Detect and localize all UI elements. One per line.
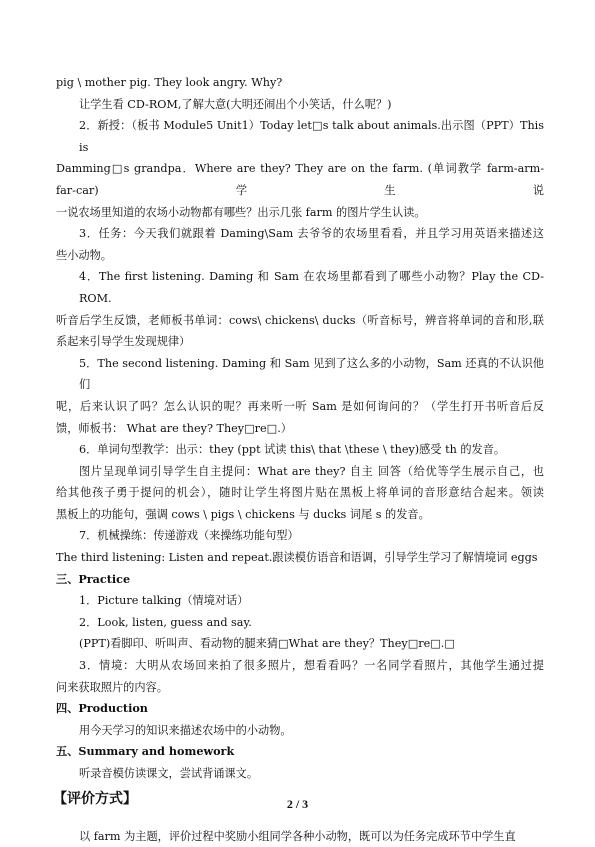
text-line: 5．The second listening. Daming 和 Sam 见到了这么多的小动物，Sam 还真的不认识他们 [79, 356, 544, 392]
text-line: 一说农场里知道的农场小动物都有哪些？出示几张 farm 的图片学生认读。 [56, 205, 426, 219]
section-heading-summary: 五、Summary and homework [56, 744, 235, 759]
text-line: 听音后学生反馈，老师板书单词：cows\ chickens\ ducks（听音标号，辨音将单词的音和形,联 [56, 313, 544, 327]
page-number: 2 / 3 [286, 797, 309, 811]
document-body [53, 72, 544, 847]
text-line: 问来获取照片的内容。 [56, 680, 168, 694]
text-line: 7．机械操练：传递游戏（来操练功能句型） [79, 529, 299, 543]
text-line: 让学生看 CD-ROM,了解大意(大明还闹出个小笑话，什么呢？) [79, 97, 392, 111]
text-line: 3．任务：今天我们就跟着 Daming\Sam 去爷爷的农场里看看，并且学习用英语来描述这 [79, 227, 544, 241]
text-line: 4．The first listening. Daming 和 Sam 在农场里都看到了哪些小动物？Play the CD-ROM. [79, 270, 544, 305]
text-line: 听录音模仿读课文，尝试背诵课文。 [79, 767, 259, 780]
text-line: 3．情境：大明从农场回来拍了很多照片，想看看吗？一名同学看照片，其他学生通过提 [79, 659, 544, 673]
text-line: 黑板上的功能句，强调 cows \ pigs \ chickens 与 ducks 词尾 s 的发音。 [56, 507, 430, 521]
text-line: Damming□s grandpa．Where are they? They are on the farm. (单词教学 farm-arm- far-car)学生说 [56, 162, 544, 197]
text-line: 给其他孩子勇于提问的机会），随时让学生将图片贴在黑板上将单词的音形意结合起来。领读 [56, 486, 544, 500]
section-title-evaluation: 【评价方式】 [53, 790, 137, 807]
text-line: 1．Picture talking（情境对话） [79, 594, 249, 608]
text-line: 2．新授：（板书 Module5 Unit1）Today let□s talk about animals.出示图（PPT）This is [79, 119, 544, 154]
text-line: (PPT)看脚印、听叫声、看动物的腿来猜□What are they？They□re□.□ [79, 637, 455, 651]
text-line: 6．单词句型教学：出示：they (ppt 试读 this\ that \these \ they)感受 th 的发音。 [79, 443, 506, 457]
text-line: 2．Look, listen, guess and say. [79, 615, 252, 629]
text-line: pig \ mother pig. They look angry. Why? [56, 76, 283, 89]
text-line: 图片呈现单词引导学生自主提问：What are they? 自主 回答（给优等学生展示自己，也 [79, 464, 544, 478]
text-line: 些小动物。 [56, 248, 112, 262]
text-line: 以 farm 为主题，评价过程中奖励小组同学各种小动物，既可以为任务完成环节中学生直 [79, 829, 516, 843]
text-line: 用今天学习的知识来描述农场中的小动物。 [79, 723, 292, 737]
text-line: 系起来引导学生发现规律） [56, 335, 191, 349]
text-line: 馈，师板书： What are they? They□re□.） [56, 421, 292, 435]
text-line: 呢，后来认识了吗？怎么认识的呢？再来听一听 Sam 是如何询问的？（学生打开书听音后反 [56, 399, 544, 413]
section-heading-practice: 三、Practice [56, 571, 131, 586]
text-line: The third listening: Listen and repeat.跟读模仿语音和语调，引导学生学习了解情境词 eggs [56, 551, 538, 565]
section-heading-production: 四、Production [56, 701, 148, 716]
